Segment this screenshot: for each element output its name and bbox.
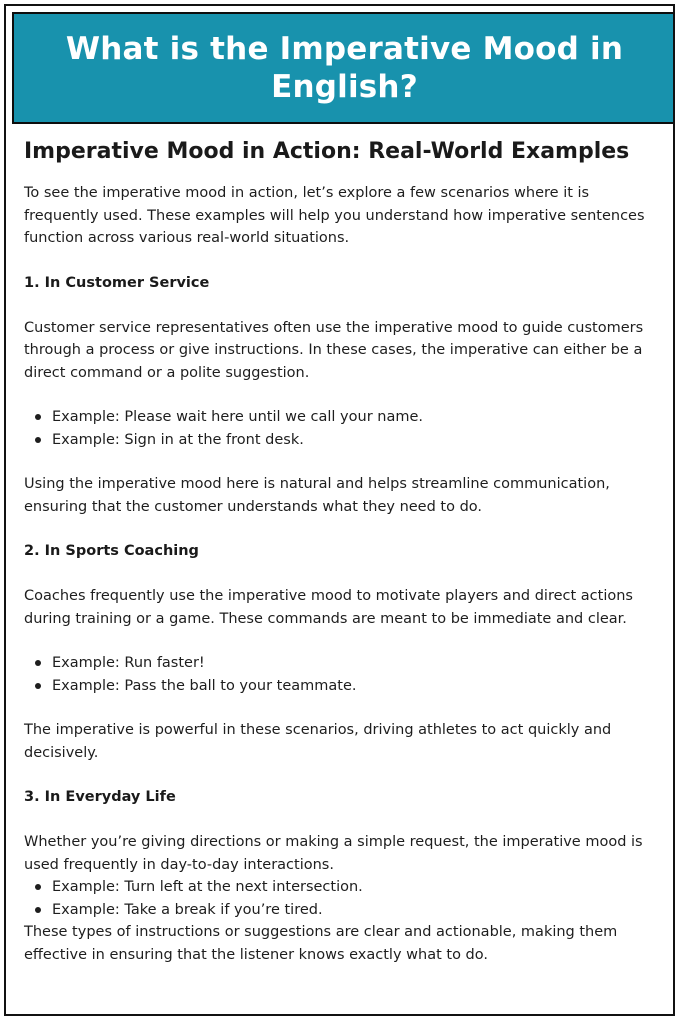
bullet-icon: [35, 437, 41, 443]
section-lead-paragraph: Coaches frequently use the imperative mood to motivate players and direct actions during training or a game. These commands are meant to be immediate and clear.: [24, 588, 633, 627]
bullet-icon: [35, 907, 41, 913]
example-text: Example: Pass the ball to your teammate.: [52, 677, 357, 694]
list-item: [52, 429, 660, 452]
section-customer-service: [20, 272, 660, 519]
section-heading: 3. In Everyday Life: [24, 789, 176, 805]
section-sports-coaching: [20, 540, 660, 764]
section-lead-paragraph: Whether you’re giving directions or making a simple request, the imperative mood is used frequently in day-to-day interactions.: [24, 834, 643, 873]
bullet-icon: [35, 683, 41, 689]
bullet-icon: [35, 414, 41, 420]
header-banner: [12, 12, 675, 124]
page-frame: [4, 4, 675, 1016]
article-body: [20, 137, 660, 966]
example-text: Example: Take a break if you’re tired.: [52, 901, 323, 918]
example-text: Example: Turn left at the next intersection.: [52, 879, 363, 895]
section-everyday-life: [20, 786, 660, 966]
article-title: Imperative Mood in Action: Real-World Examples: [24, 139, 630, 164]
section-closing-paragraph: Using the imperative mood here is natural and helps streamline communication, ensuring that the customer understands what they need to do.: [24, 476, 610, 515]
example-text: Example: Please wait here until we call your name.: [52, 409, 424, 425]
section-closing-paragraph: These types of instructions or suggestions are clear and actionable, making them effective in ensuring that the listener knows exactly what to do.: [24, 924, 618, 963]
section-heading: 2. In Sports Coaching: [24, 543, 199, 559]
list-item: [52, 652, 660, 675]
section-closing-paragraph: The imperative is powerful in these scenarios, driving athletes to act quickly and decisively.: [24, 722, 612, 761]
section-heading: 1. In Customer Service: [24, 274, 210, 291]
section-lead-paragraph: Customer service representatives often use the imperative mood to guide customers through a process or give instructions. In these cases, the imperative can either be a direct command or a polite suggestion.: [24, 319, 644, 381]
list-item: [52, 899, 660, 922]
bullet-icon: [35, 884, 41, 890]
example-list: [20, 406, 660, 451]
example-text: Example: Run faster!: [52, 655, 205, 671]
intro-paragraph: To see the imperative mood in action, let’s explore a few scenarios where it is frequently used. These examples will help you understand how imperative sentences function across various real-world situations.: [24, 185, 645, 246]
example-list: [20, 876, 660, 921]
example-text: Example: Sign in at the front desk.: [52, 431, 304, 448]
example-list: [20, 652, 660, 697]
list-item: [52, 876, 660, 899]
list-item: [52, 406, 660, 429]
list-item: [52, 675, 660, 698]
header-title: What is the Imperative Mood in English?: [65, 31, 624, 105]
bullet-icon: [35, 660, 41, 666]
